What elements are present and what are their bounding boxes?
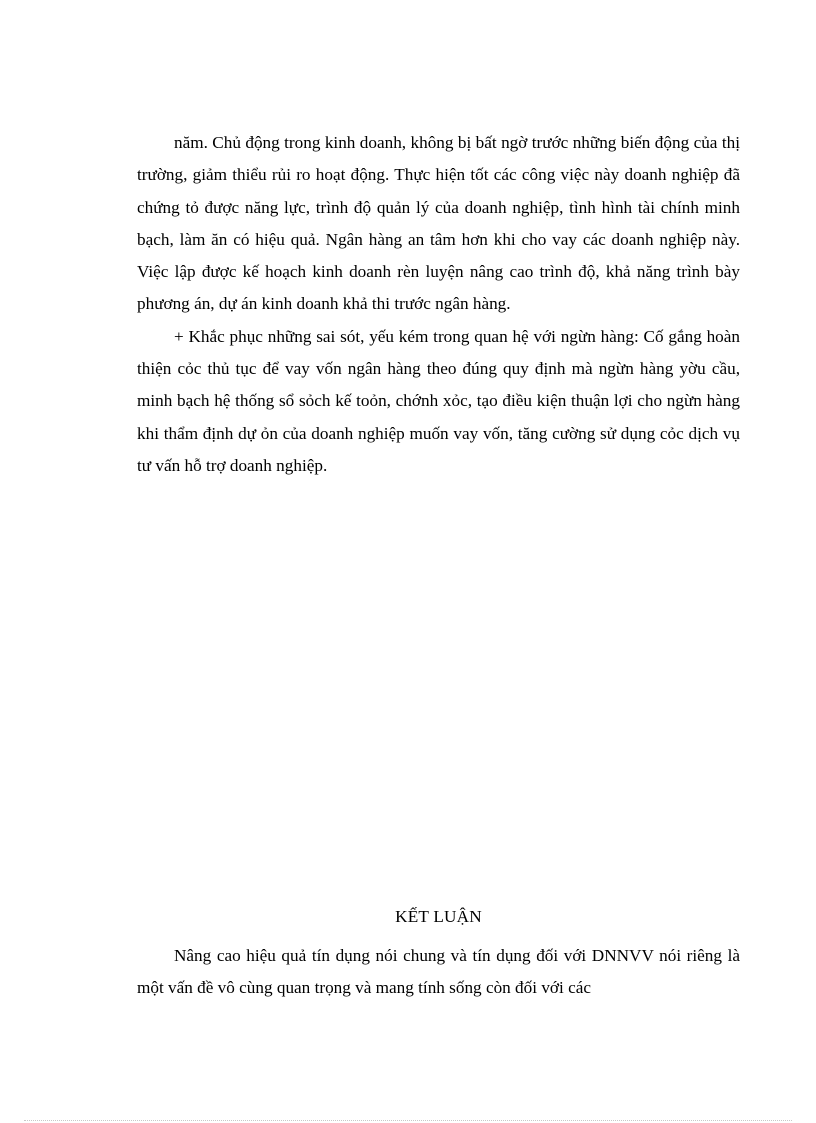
paragraph-bank-relations: + Khắc phục những sai sót, yếu kém trong quan hệ với ngừn hàng: Cố gắng hoàn thiện cỏc thủ tục để vay vốn ngân hàng theo đúng quy định mà ngừn hàng yờu cầu, minh bạch hệ thống sổ sỏch kế toỏn, chớnh xỏc, tạo điều kiện thuận lợi cho ngừn hàng khi thẩm định dự ỏn của doanh nghiệp muốn vay vốn, tăng cường sử dụng cỏc dịch vụ tư vấn hỗ trợ doanh nghiệp. <box>137 326 740 475</box>
paragraph-conclusion: Nâng cao hiệu quả tín dụng nói chung và tín dụng đối với DNNVV nói riêng là một vấn đề vô cùng quan trọng và mang tính sống còn đối với các <box>137 946 740 998</box>
body-text-bottom <box>137 940 740 1005</box>
paragraph-business-planning: năm. Chủ động trong kinh doanh, không bị bất ngờ trước những biến động của thị trường, giảm thiểu rủi ro hoạt động. Thực hiện tốt các công việc này doanh nghiệp đã chứng tỏ được năng lực, trình độ quản lý của doanh nghiệp, tình hình tài chính minh bạch, làm ăn có hiệu quả. Ngân hàng an tâm hơn khi cho vay các doanh nghiệp này. Việc lập được kế hoạch kinh doanh rèn luyện nâng cao trình độ, khả năng trình bày phương án, dự án kinh doanh khả thi trước ngân hàng. <box>137 133 740 314</box>
conclusion-heading: KẾT LUẬN <box>395 907 482 926</box>
page-bottom-rule <box>24 1120 792 1121</box>
body-text-top <box>137 127 740 482</box>
